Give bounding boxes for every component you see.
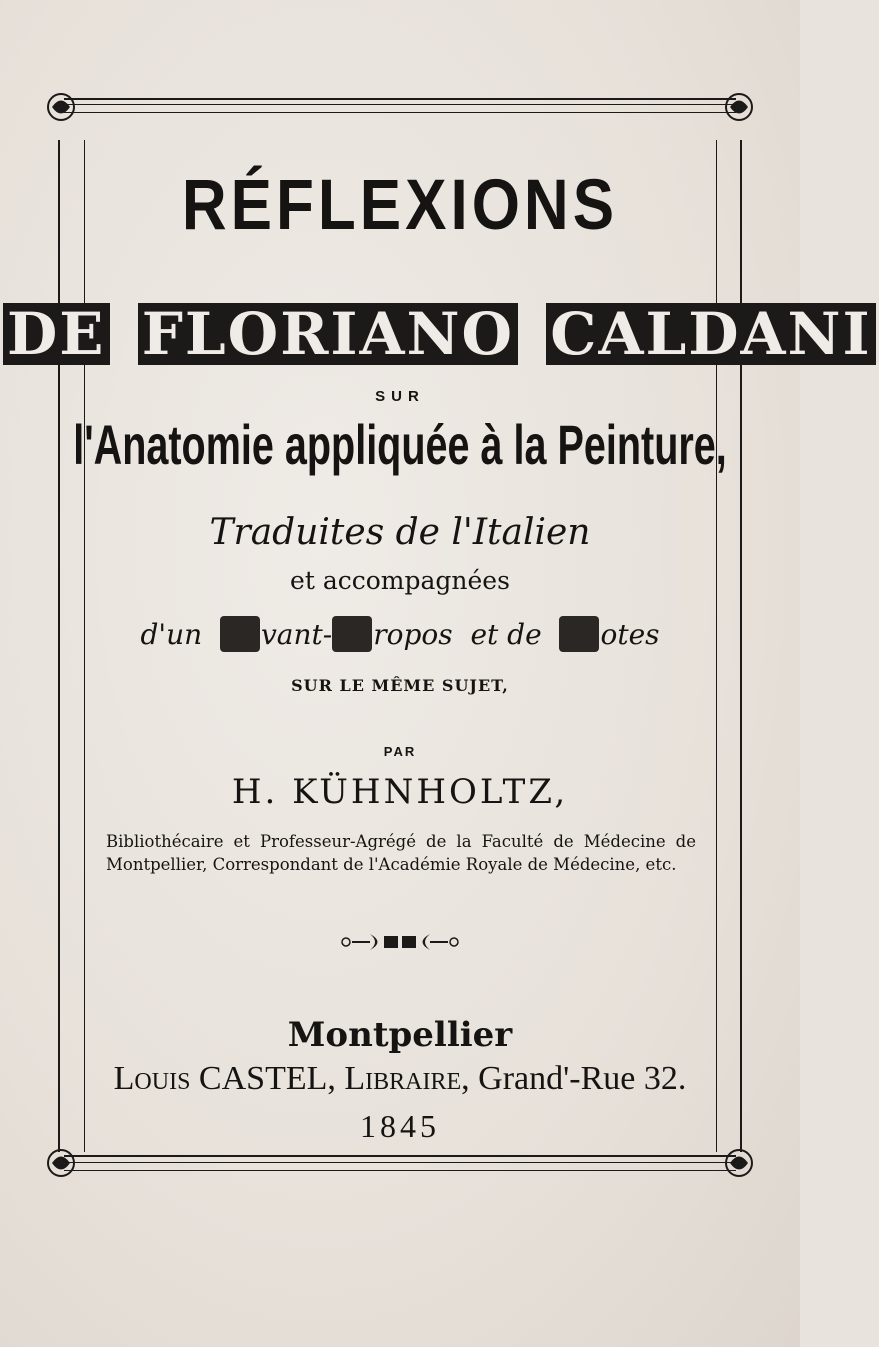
ornate-initial-icon: [559, 616, 599, 652]
publication-year: 1845: [360, 1108, 440, 1144]
publisher-first-name: Louis: [113, 1060, 191, 1097]
publisher-line: Louis CASTEL, Libraire, Grand'-Rue 32.: [113, 1060, 687, 1097]
frame-top-rule-thin: [64, 104, 736, 105]
translated-line: Traduites de l'Italien: [209, 512, 591, 553]
corner-ornament-icon: [722, 90, 756, 124]
corner-ornament-icon: [44, 1146, 78, 1180]
author-last-name: CALDANI: [546, 303, 875, 365]
gothic-line: [0, 616, 800, 652]
sur-label: SUR: [375, 388, 425, 405]
printer-ornament-icon: [340, 930, 460, 954]
publisher-role: Libraire: [344, 1060, 462, 1097]
frame-bottom-rule-thin: [64, 1162, 736, 1163]
frame-bottom-rule-thin: [64, 1170, 736, 1171]
author-first-name: FLORIANO: [138, 303, 518, 365]
book-title: RÉFLEXIONS: [181, 165, 619, 246]
gothic-middle: et de: [470, 618, 542, 651]
frame-bottom-rule: [64, 1155, 736, 1157]
corner-ornament-icon: [722, 1146, 756, 1180]
author-line: [0, 300, 872, 368]
translator-credentials: Bibliothécaire et Professeur-Agrégé de la Faculté de Médecine de Montpellier, Correspondant de l'Académie Royale de Médecine, etc.: [106, 832, 696, 874]
frame-top-rule: [64, 98, 736, 100]
translator-name: H. KÜHNHOLTZ,: [231, 772, 569, 812]
gothic-word-notes: otes: [600, 618, 660, 651]
author-de: DE: [3, 303, 110, 365]
corner-ornament-icon: [44, 90, 78, 124]
book-subject: l'Anatomie appliquée à la Peinture,: [73, 413, 727, 477]
accompanied-line: et accompagnées: [290, 566, 510, 595]
publication-city: Montpellier: [287, 1015, 513, 1055]
par-label: PAR: [383, 744, 417, 759]
ornate-initial-icon: [220, 616, 260, 652]
publisher-last-name: CASTEL: [198, 1060, 328, 1097]
gothic-word-avant: vant-: [260, 618, 333, 651]
ornate-initial-icon: [332, 616, 372, 652]
publisher-address: Grand'-Rue 32.: [478, 1060, 687, 1097]
same-subject-line: SUR LE MÊME SUJET,: [291, 676, 509, 695]
frame-top-rule-thin: [64, 112, 736, 113]
gothic-word-propos: ropos: [373, 618, 453, 651]
gothic-prefix: d'un: [140, 618, 203, 651]
